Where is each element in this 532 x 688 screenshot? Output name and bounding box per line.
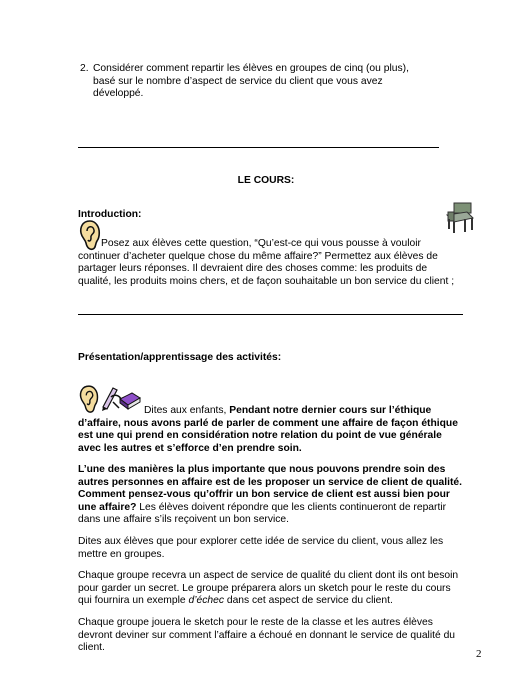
divider <box>78 314 463 315</box>
presentation-heading: Présentation/apprentissage des activités: <box>78 352 282 363</box>
list-number: 2. <box>80 63 89 74</box>
introduction-text: Posez aux élèves cette question, “Qu’est-ce qui vous pousse à vouloir continuer d’acheter quelque chose du même affaire?” Permettez aux élèves de partager leurs réponses. Il devraient dire des choses comme: les produits de qualité, les produits moins chers, et de façon souhaitable un bon service du client ; <box>78 238 455 287</box>
paragraph-text: Chaque groupe recevra un aspect de service de qualité du client dont ils ont besoin pour garder un secret. Le groupe préparera alors un sketch pour le reste du cours qui fournira un exemple <box>78 570 459 607</box>
presentation-paragraph-5: Chaque groupe jouera le sketch pour le reste de la classe et les autres élèves devront deviner sur comment l’affaire a échoué en donnant le service de qualité du client. <box>78 617 456 654</box>
chair-icon <box>442 201 478 234</box>
paragraph-bold: Pendant notre dernier cours sur l’éthique d’affaire, nous avons parlé de parler de comment une affaire de façon éthique est une qui prend en considération notre relation du point de vue générale avec les autres et s’efforce d’en prendre soin. <box>78 405 458 454</box>
paragraph-lead: Dites aux enfants, <box>144 405 230 416</box>
paragraph-text: dans cet aspect de service du client. <box>223 595 393 607</box>
presentation-paragraph-2 <box>78 464 462 527</box>
divider <box>78 147 439 148</box>
page-number: 2 <box>476 648 482 660</box>
presentation-paragraph-4 <box>78 570 462 608</box>
paragraph-italic: d’échec <box>188 595 224 607</box>
paragraph-bold: L’une des manières la plus importante que nous pouvons prendre soin des autres personnes en affaire est de les proposer un service de client de qualité. Comment pensez-vous qu’offrir un bon service de client est aussi bien pour une affaire? <box>78 464 462 513</box>
presentation-paragraph-3: Dites aux élèves que pour explorer cette idée de service du client, vous allez les mettre en groupes. <box>78 536 444 560</box>
paragraph-rest: Les élèves doivent répondre que les clients continueront de repartir dans une affaire s’ils reçoivent un bon service. <box>78 501 447 526</box>
presentation-paragraph-1 <box>78 405 462 455</box>
list-item <box>80 63 440 101</box>
introduction-heading: Introduction: <box>78 209 142 220</box>
section-heading-cours: LE COURS: <box>237 175 295 186</box>
list-item-text: Considérer comment repartir les élèves en groupes de cinq (ou plus), basé sur le nombre d’aspect de service du client que vous avez développé. <box>93 63 409 100</box>
